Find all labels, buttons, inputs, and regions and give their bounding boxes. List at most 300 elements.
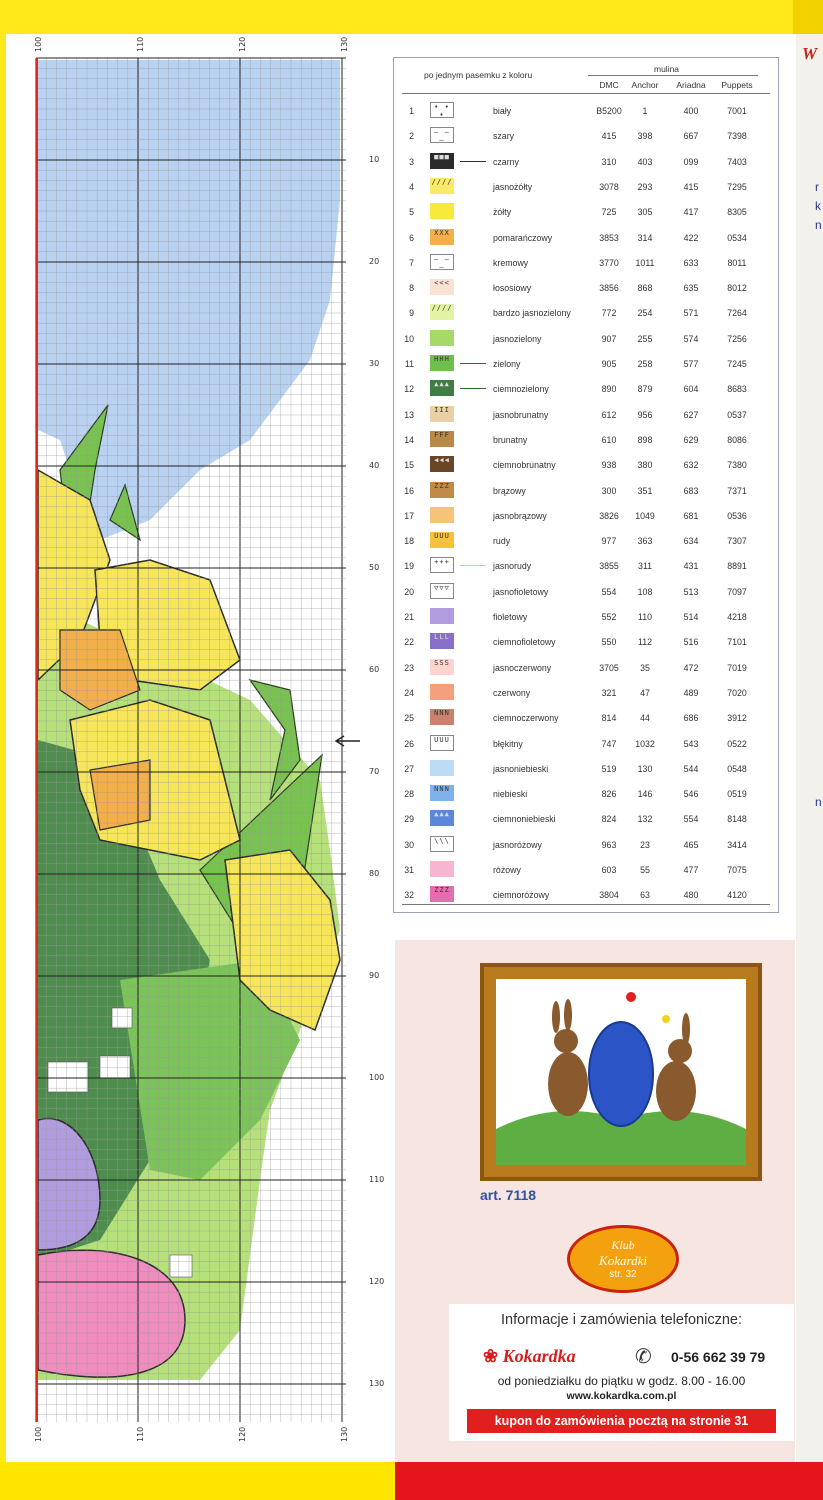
code-ariadna: 516 — [683, 637, 699, 648]
legend-row — [394, 832, 780, 857]
code-ariadna: 099 — [683, 156, 699, 167]
color-swatch: HHH — [430, 355, 454, 371]
website-link[interactable]: www.kokardka.com.pl — [566, 1390, 677, 1402]
code-dmc: 310 — [601, 156, 617, 167]
bottom-axis-label: 100 — [34, 1426, 43, 1442]
code-puppets: 3414 — [727, 839, 747, 850]
color-name: kremowy — [493, 257, 529, 268]
brand-name: Kokardka — [502, 1346, 576, 1366]
code-ariadna: 546 — [683, 789, 699, 800]
row-number: 8 — [409, 283, 414, 294]
color-swatch: UUU — [430, 532, 454, 548]
legend-group-label: mulina — [654, 64, 680, 74]
row-number: 23 — [404, 662, 414, 673]
kokardka-logo — [483, 1346, 576, 1367]
next-page-fragment: n — [815, 218, 822, 232]
legend-row — [394, 225, 780, 250]
code-dmc: 321 — [601, 687, 617, 698]
code-anchor: 110 — [637, 612, 653, 622]
next-page-fragment: k — [815, 199, 821, 213]
row-number: 25 — [404, 713, 414, 724]
code-puppets: 7307 — [727, 536, 747, 547]
row-number: 12 — [404, 384, 414, 395]
legend-row — [394, 503, 780, 528]
code-ariadna: 544 — [683, 763, 699, 774]
row-number: 20 — [404, 586, 414, 597]
row-axis-label: 130 — [369, 1379, 385, 1388]
code-puppets: 8683 — [727, 384, 747, 395]
color-swatch: LLL — [430, 633, 454, 649]
code-dmc: 3804 — [599, 890, 619, 901]
code-anchor: 258 — [637, 359, 653, 369]
legend-row — [394, 806, 780, 831]
color-name: jasnoniebieski — [493, 763, 549, 774]
color-name: ciemnofioletowy — [493, 637, 556, 648]
code-dmc: 3853 — [599, 232, 619, 243]
row-number: 30 — [404, 839, 414, 850]
code-anchor: 314 — [637, 232, 653, 243]
code-ariadna: 417 — [683, 207, 699, 218]
row-number: 31 — [404, 865, 414, 875]
legend-row — [394, 376, 780, 401]
row-axis-label: 70 — [369, 767, 380, 776]
code-anchor: 305 — [637, 207, 653, 218]
color-swatch: ZZZ — [430, 886, 454, 902]
code-ariadna: 422 — [683, 232, 699, 243]
code-anchor: 63 — [640, 890, 650, 901]
row-axis-label: 10 — [369, 155, 380, 164]
code-anchor: 1049 — [635, 510, 655, 521]
code-anchor: 23 — [640, 839, 650, 850]
legend-row — [394, 478, 780, 503]
code-anchor: 146 — [637, 789, 653, 800]
code-ariadna: 681 — [683, 510, 699, 521]
row-axis-label: 100 — [369, 1073, 385, 1082]
code-ariadna: 431 — [683, 561, 699, 572]
color-swatch: +++ — [430, 557, 454, 573]
bow-icon: ❀ — [483, 1346, 499, 1366]
leader-line — [460, 565, 486, 566]
color-name: ciemnoczerwony — [493, 713, 559, 724]
center-arrow — [336, 736, 360, 746]
code-dmc: 3078 — [599, 181, 619, 192]
legend-row — [394, 275, 780, 300]
code-anchor: 293 — [637, 181, 653, 192]
code-dmc: 824 — [601, 814, 617, 825]
color-name: jasnoróżowy — [493, 839, 542, 850]
code-puppets: 0519 — [727, 789, 747, 800]
color-name: jasnobrunatny — [493, 409, 549, 420]
code-dmc: 612 — [601, 409, 617, 420]
color-swatch: ▲▲▲ — [430, 810, 454, 826]
color-name: jasnobrązowy — [493, 510, 547, 521]
code-anchor: 55 — [640, 865, 650, 875]
legend-note: po jednym pasemku z koloru — [424, 70, 533, 80]
color-swatch: NNN — [430, 785, 454, 801]
color-name: czerwony — [493, 687, 531, 698]
code-ariadna: 683 — [683, 485, 699, 496]
code-anchor: 398 — [637, 131, 653, 142]
code-puppets: 0534 — [727, 232, 747, 243]
opening-hours: od poniedziałku do piątku w godz. 8.00 - 16.00 — [497, 1374, 746, 1388]
top-axis-label: 110 — [136, 36, 145, 52]
code-anchor: 1032 — [635, 738, 655, 749]
row-number: 17 — [404, 510, 414, 521]
header-rule — [402, 93, 770, 94]
code-anchor: 112 — [637, 637, 653, 648]
bottom-axis-label: 110 — [136, 1426, 145, 1442]
color-swatch: ■■■ — [430, 153, 454, 169]
leader-line — [460, 363, 486, 364]
code-dmc: 3705 — [599, 662, 619, 673]
code-dmc: 3770 — [599, 257, 619, 268]
code-puppets: 7256 — [727, 333, 747, 344]
code-dmc: 772 — [601, 308, 617, 319]
color-name: fioletowy — [493, 612, 528, 622]
row-number: 19 — [404, 561, 414, 572]
code-ariadna: 472 — [683, 662, 699, 673]
color-swatch: ▲▲▲ — [430, 380, 454, 396]
code-dmc: 890 — [601, 384, 617, 395]
legend-row — [394, 326, 780, 351]
code-ariadna: 554 — [683, 814, 699, 825]
code-ariadna: 604 — [683, 384, 699, 395]
next-page-fragment: n — [815, 795, 822, 809]
next-page-fragment: r — [815, 180, 819, 194]
code-puppets: 0548 — [727, 763, 747, 774]
color-name: jasnożółty — [493, 181, 533, 192]
coupon-banner[interactable]: kupon do zamówienia pocztą na stronie 31 — [467, 1409, 776, 1433]
code-dmc: 814 — [601, 713, 617, 724]
code-puppets: 7403 — [727, 156, 747, 167]
legend-row — [394, 781, 780, 806]
code-puppets: 8086 — [727, 434, 747, 445]
code-anchor: 898 — [637, 434, 653, 445]
code-dmc: 415 — [601, 131, 617, 142]
bunnies-egg-illustration — [496, 979, 746, 1165]
code-puppets: 7019 — [727, 662, 747, 673]
code-anchor: 254 — [637, 308, 653, 319]
code-anchor: 956 — [637, 409, 653, 420]
legend-row — [394, 553, 780, 578]
code-ariadna: 489 — [683, 687, 699, 698]
col-header-dmc: DMC — [599, 80, 619, 90]
code-dmc: 552 — [601, 612, 617, 622]
color-swatch — [430, 861, 454, 877]
row-number: 15 — [404, 460, 414, 471]
code-anchor: 363 — [637, 536, 653, 547]
legend-row — [394, 351, 780, 376]
code-ariadna: 400 — [683, 106, 699, 116]
code-ariadna: 480 — [683, 890, 699, 901]
row-number: 7 — [409, 257, 414, 268]
col-header-ariadna: Ariadna — [676, 80, 706, 90]
color-name: ciemnoniebieski — [493, 814, 556, 825]
bottom-red-bar — [395, 1462, 823, 1500]
col-header-anchor: Anchor — [631, 80, 659, 90]
info-title: Informacje i zamówienia telefoniczne: — [501, 1312, 742, 1328]
color-name: pomarańczowy — [493, 232, 553, 243]
color-swatch: //// — [430, 304, 454, 320]
code-puppets: 7380 — [727, 460, 747, 471]
code-ariadna: 627 — [683, 409, 699, 420]
top-axis-label: 130 — [340, 36, 349, 52]
code-dmc: 603 — [601, 865, 617, 875]
code-ariadna: 635 — [683, 283, 699, 294]
code-ariadna: 634 — [683, 536, 699, 547]
code-dmc: 725 — [601, 207, 617, 218]
legend-row — [394, 528, 780, 553]
code-dmc: 826 — [601, 789, 617, 800]
row-axis-label: 20 — [369, 257, 380, 266]
code-puppets: 7075 — [727, 865, 747, 875]
color-swatch: – – – — [430, 127, 454, 143]
color-name: jasnoczerwony — [493, 662, 552, 673]
row-number: 1 — [409, 106, 414, 116]
legend-row — [394, 705, 780, 730]
row-number: 9 — [409, 308, 414, 319]
code-anchor: 47 — [640, 687, 650, 698]
color-name: różowy — [493, 865, 521, 875]
code-puppets: 7245 — [727, 359, 747, 369]
code-puppets: 7097 — [727, 586, 747, 597]
code-puppets: 7001 — [727, 106, 747, 116]
code-ariadna: 577 — [683, 359, 699, 369]
code-anchor: 1011 — [635, 257, 655, 268]
code-puppets: 0536 — [727, 510, 747, 521]
code-puppets: 7398 — [727, 131, 747, 142]
code-dmc: 300 — [601, 485, 617, 496]
product-picture-frame[interactable] — [480, 963, 762, 1181]
row-number: 10 — [404, 333, 414, 344]
row-number: 32 — [404, 890, 414, 901]
row-axis-label: 80 — [369, 869, 380, 878]
code-dmc: 3856 — [599, 283, 619, 294]
code-dmc: 747 — [601, 738, 617, 749]
code-ariadna: 465 — [683, 839, 699, 850]
legend-row — [394, 579, 780, 604]
color-key-table — [393, 57, 779, 913]
code-ariadna: 415 — [683, 181, 699, 192]
code-puppets: 8011 — [727, 257, 747, 268]
code-puppets: 7371 — [727, 485, 747, 496]
code-dmc: 554 — [601, 586, 617, 597]
code-dmc: 938 — [601, 460, 617, 471]
code-anchor: 132 — [637, 814, 653, 825]
legend-row — [394, 149, 780, 174]
code-anchor: 403 — [637, 156, 653, 167]
color-swatch: <<< — [430, 279, 454, 295]
color-name: ciemnozielony — [493, 384, 549, 395]
code-puppets: 8012 — [727, 283, 747, 294]
code-anchor: 108 — [637, 586, 653, 597]
row-number: 2 — [409, 131, 414, 142]
legend-row — [394, 199, 780, 224]
legend-row — [394, 300, 780, 325]
code-ariadna: 686 — [683, 713, 699, 724]
code-puppets: 7264 — [727, 308, 747, 319]
code-anchor: 311 — [637, 561, 653, 572]
color-swatch — [430, 203, 454, 219]
code-anchor: 1 — [642, 106, 648, 116]
code-ariadna: 667 — [683, 131, 699, 142]
product-picture — [496, 979, 746, 1165]
legend-row — [394, 604, 780, 629]
row-number: 6 — [409, 232, 414, 243]
legend-row — [394, 680, 780, 705]
color-name: błękitny — [493, 738, 523, 749]
legend-row — [394, 402, 780, 427]
color-name: szary — [493, 131, 515, 142]
code-puppets: 8148 — [727, 814, 747, 825]
row-number: 22 — [404, 637, 414, 648]
legend-row — [394, 629, 780, 654]
color-swatch — [430, 330, 454, 346]
code-ariadna: 543 — [683, 738, 699, 749]
row-number: 13 — [404, 409, 414, 420]
code-puppets: 7101 — [727, 637, 747, 648]
code-dmc: 610 — [601, 434, 617, 445]
order-info-box — [449, 1304, 794, 1441]
row-number: 27 — [404, 763, 414, 774]
code-anchor: 868 — [637, 283, 653, 294]
bottom-rule — [402, 904, 770, 905]
code-dmc: 3826 — [599, 510, 619, 521]
row-number: 14 — [404, 434, 414, 445]
row-number: 26 — [404, 738, 414, 749]
code-dmc: 963 — [601, 839, 617, 850]
code-anchor: 130 — [637, 763, 653, 774]
code-anchor: 879 — [637, 384, 653, 395]
code-dmc: 550 — [601, 637, 617, 648]
article-number: art. 7118 — [480, 1187, 537, 1203]
color-swatch: UUU — [430, 735, 454, 751]
color-swatch — [430, 608, 454, 624]
code-puppets: 8891 — [727, 561, 747, 572]
row-number: 11 — [404, 359, 414, 369]
color-swatch — [430, 507, 454, 523]
klub-line2: Kokardki — [599, 1253, 647, 1268]
code-anchor: 380 — [637, 460, 653, 471]
code-ariadna: 633 — [683, 257, 699, 268]
row-number: 4 — [409, 181, 414, 192]
code-dmc: 977 — [601, 536, 617, 547]
color-swatch: III — [430, 406, 454, 422]
code-puppets: 3912 — [727, 713, 747, 724]
code-puppets: 0522 — [727, 738, 747, 749]
legend-row — [394, 731, 780, 756]
color-swatch: \\\ — [430, 836, 454, 852]
code-ariadna: 513 — [683, 586, 699, 597]
legend-row — [394, 174, 780, 199]
color-name: brązowy — [493, 485, 526, 496]
row-number: 3 — [409, 156, 414, 167]
code-dmc: 905 — [601, 359, 617, 369]
color-name: łososiowy — [493, 283, 532, 294]
row-axis-label: 30 — [369, 359, 380, 368]
color-swatch: FFF — [430, 431, 454, 447]
row-number: 28 — [404, 789, 414, 800]
bottom-yellow-bar — [0, 1462, 823, 1500]
color-name: bardzo jasnozielony — [493, 308, 571, 319]
top-axis-label: 120 — [238, 36, 247, 52]
klub-kokardki-badge[interactable] — [567, 1225, 679, 1293]
col-header-puppets: Puppets — [721, 80, 753, 90]
legend-group-rule — [588, 75, 758, 76]
row-axis-label: 50 — [369, 563, 380, 572]
klub-line1: Klub — [611, 1238, 635, 1252]
code-puppets: 8305 — [727, 207, 747, 218]
legend-row — [394, 250, 780, 275]
color-name: ciemnobrunatny — [493, 460, 556, 471]
color-name: jasnozielony — [493, 333, 542, 344]
code-ariadna: 477 — [683, 865, 699, 875]
legend-row — [394, 655, 780, 680]
row-number: 29 — [404, 814, 414, 825]
color-name: biały — [493, 106, 512, 116]
code-anchor: 351 — [637, 485, 653, 496]
color-swatch: ▽▽▽ — [430, 583, 454, 599]
bottom-axis-label: 130 — [340, 1426, 349, 1442]
code-ariadna: 574 — [683, 333, 699, 344]
row-number: 24 — [404, 687, 414, 698]
color-name: ciemnoróżowy — [493, 890, 550, 901]
color-name: żółty — [493, 207, 512, 218]
row-number: 5 — [409, 207, 414, 218]
code-ariadna: 632 — [683, 460, 699, 471]
row-axis-label: 40 — [369, 461, 380, 470]
legend-row — [394, 756, 780, 781]
color-swatch: //// — [430, 178, 454, 194]
row-axis-label: 90 — [369, 971, 380, 980]
bottom-axis-label: 120 — [238, 1426, 247, 1442]
color-swatch: SSS — [430, 659, 454, 675]
color-swatch — [430, 760, 454, 776]
cross-stitch-chart — [0, 0, 395, 1462]
color-swatch: ZZZ — [430, 482, 454, 498]
code-dmc: 3855 — [599, 561, 619, 572]
code-puppets: 4218 — [727, 612, 747, 622]
color-swatch: XXX — [430, 229, 454, 245]
legend-row — [394, 123, 780, 148]
phone-number[interactable]: 0-56 662 39 79 — [671, 1349, 766, 1365]
leader-line — [460, 388, 486, 389]
color-name: jasnorudy — [493, 561, 532, 572]
row-number: 16 — [404, 485, 414, 496]
code-dmc: 907 — [601, 333, 617, 344]
code-puppets: 4120 — [727, 890, 747, 901]
color-swatch — [430, 684, 454, 700]
code-dmc: 519 — [601, 763, 617, 774]
phone-icon: ✆ — [635, 1346, 652, 1368]
color-name: jasnofioletowy — [493, 586, 549, 597]
code-puppets: 7020 — [727, 687, 747, 698]
code-ariadna: 629 — [683, 434, 699, 445]
color-name: czarny — [493, 156, 519, 167]
color-swatch: • • • — [430, 102, 454, 118]
color-name: rudy — [493, 536, 511, 547]
color-name: brunatny — [493, 434, 528, 445]
daffodil-trumpet-2 — [90, 760, 150, 830]
row-axis-label: 60 — [369, 665, 380, 674]
legend-row — [394, 857, 780, 882]
klub-line3: str. 32 — [609, 1269, 637, 1280]
legend-row — [394, 98, 780, 123]
row-number: 18 — [404, 536, 414, 547]
color-name: zielony — [493, 359, 521, 369]
code-puppets: 0537 — [727, 409, 747, 420]
color-swatch: – – – — [430, 254, 454, 270]
